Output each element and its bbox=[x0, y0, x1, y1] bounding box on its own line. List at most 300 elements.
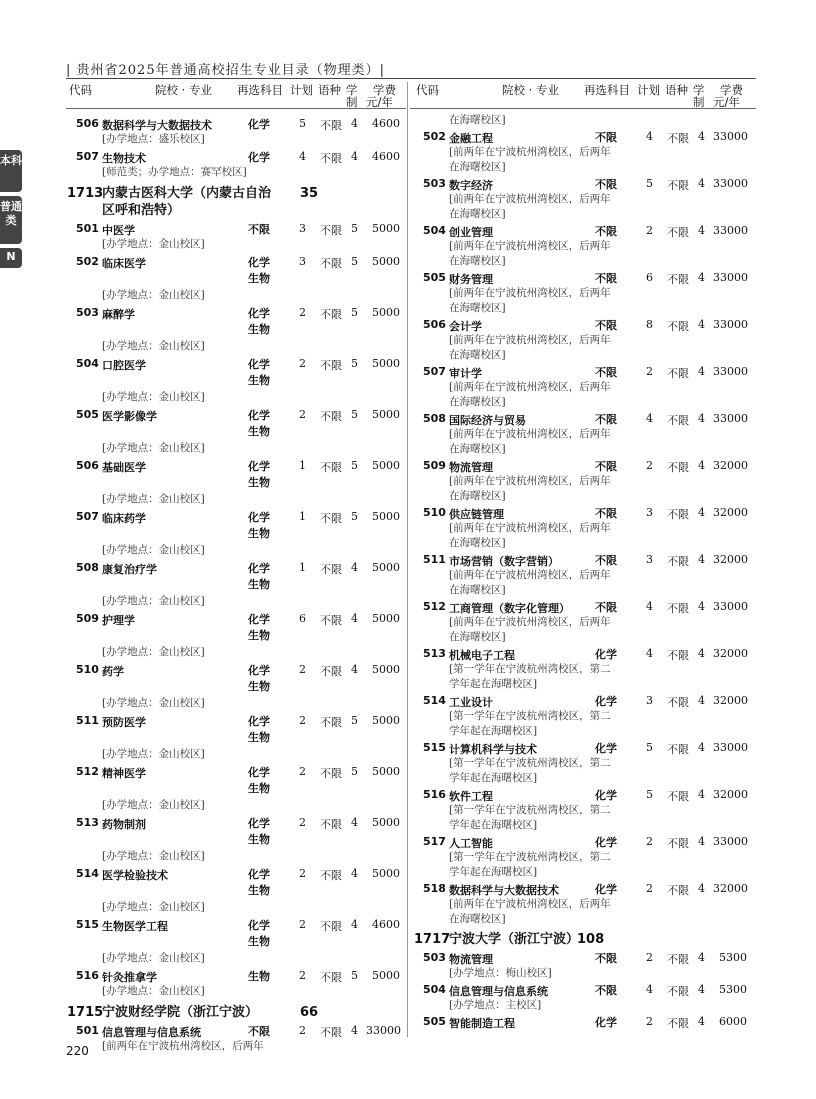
major-code: 514 bbox=[76, 867, 99, 880]
major-note: [办学地点：金山校区] bbox=[102, 595, 205, 607]
major-note: 学年起在海曙校区] bbox=[449, 678, 538, 690]
major-plan: 2 bbox=[646, 224, 653, 237]
major-note: 在海曙校区] bbox=[449, 349, 506, 361]
major-lang: 不限 bbox=[320, 716, 342, 729]
column-header-subjects: 再选科目 bbox=[584, 83, 630, 97]
major-lang: 不限 bbox=[667, 179, 689, 192]
major-plan: 2 bbox=[299, 714, 306, 727]
major-fee: 32000 bbox=[713, 882, 748, 895]
major-subject: 化学 bbox=[248, 766, 270, 779]
major-fee: 5000 bbox=[372, 663, 400, 676]
major-code: 512 bbox=[76, 765, 99, 778]
major-plan: 4 bbox=[646, 600, 653, 613]
major-note: [前两年在宁波杭州湾校区，后两年 bbox=[449, 193, 611, 205]
major-code: 511 bbox=[423, 553, 446, 566]
major-subject: 不限 bbox=[595, 272, 617, 285]
major-subject: 化学 bbox=[595, 883, 617, 896]
major-name: 信息管理与信息系统 bbox=[102, 1026, 201, 1039]
major-subject: 化学 bbox=[248, 511, 270, 524]
major-note: [前两年在宁波杭州湾校区，后两年 bbox=[449, 287, 611, 299]
major-note: 在海曙校区] bbox=[449, 302, 506, 314]
column-header-years-2: 制 bbox=[693, 95, 705, 109]
major-fee: 4600 bbox=[372, 918, 400, 931]
major-years: 4 bbox=[351, 561, 358, 574]
major-plan: 2 bbox=[299, 357, 306, 370]
major-note: 在海曙校区] bbox=[449, 537, 506, 549]
major-years: 4 bbox=[698, 694, 705, 707]
major-name: 审计学 bbox=[449, 367, 482, 380]
major-note: [办学地点：金山校区] bbox=[102, 901, 205, 913]
major-plan: 5 bbox=[299, 117, 306, 130]
major-code: 515 bbox=[76, 918, 99, 931]
major-subject: 化学 bbox=[248, 919, 270, 932]
major-lang: 不限 bbox=[320, 224, 342, 237]
major-note: 在海曙校区] bbox=[449, 490, 506, 502]
major-years: 4 bbox=[698, 983, 705, 996]
row-note: 在海曙校区] bbox=[449, 114, 506, 126]
major-subject-2: 生物 bbox=[248, 782, 270, 795]
major-fee: 33000 bbox=[713, 177, 748, 190]
major-subject: 化学 bbox=[595, 742, 617, 755]
column-header-code: 代码 bbox=[416, 83, 439, 97]
major-note: [办学地点：金山校区] bbox=[102, 697, 205, 709]
major-lang: 不限 bbox=[320, 410, 342, 423]
major-subject: 化学 bbox=[248, 817, 270, 830]
major-lang: 不限 bbox=[320, 1026, 342, 1039]
major-years: 4 bbox=[698, 459, 705, 472]
major-lang: 不限 bbox=[667, 132, 689, 145]
school-plan: 66 bbox=[300, 1005, 319, 1020]
major-plan: 3 bbox=[646, 506, 653, 519]
major-lang: 不限 bbox=[320, 461, 342, 474]
school-name: 宁波财经学院（浙江宁波） bbox=[102, 1005, 259, 1020]
major-lang: 不限 bbox=[320, 818, 342, 831]
major-subject: 化学 bbox=[248, 118, 270, 131]
major-plan: 8 bbox=[646, 318, 653, 331]
major-fee: 33000 bbox=[713, 600, 748, 613]
major-note: [第一学年在宁波杭州湾校区，第二 bbox=[449, 804, 611, 816]
column-header-fee: 学费 bbox=[720, 83, 743, 97]
major-code: 515 bbox=[423, 741, 446, 754]
major-code: 503 bbox=[423, 951, 446, 964]
major-subject: 不限 bbox=[595, 507, 617, 520]
column-header-school: 院校 · 专业 bbox=[502, 83, 559, 97]
major-code: 508 bbox=[76, 561, 99, 574]
major-fee: 5000 bbox=[372, 255, 400, 268]
major-name: 供应链管理 bbox=[449, 508, 504, 521]
header-rule bbox=[66, 78, 756, 79]
major-code: 511 bbox=[76, 714, 99, 727]
major-subject: 化学 bbox=[248, 409, 270, 422]
major-note: 学年起在海曙校区] bbox=[449, 725, 538, 737]
major-subject: 化学 bbox=[595, 648, 617, 661]
major-name: 口腔医学 bbox=[102, 359, 146, 372]
major-lang: 不限 bbox=[667, 790, 689, 803]
major-subject: 不限 bbox=[595, 178, 617, 191]
major-subject: 化学 bbox=[248, 151, 270, 164]
major-code: 503 bbox=[76, 306, 99, 319]
major-note: 学年起在海曙校区] bbox=[449, 819, 538, 831]
major-name: 预防医学 bbox=[102, 716, 146, 729]
major-name: 市场营销（数字营销） bbox=[449, 555, 559, 568]
major-years: 4 bbox=[351, 816, 358, 829]
major-fee: 5300 bbox=[719, 983, 747, 996]
major-plan: 2 bbox=[646, 1015, 653, 1028]
major-years: 5 bbox=[351, 459, 358, 472]
major-note: 在海曙校区] bbox=[449, 208, 506, 220]
major-subject: 不限 bbox=[248, 1025, 270, 1038]
major-lang: 不限 bbox=[320, 257, 342, 270]
major-years: 4 bbox=[698, 741, 705, 754]
major-plan: 1 bbox=[299, 510, 306, 523]
major-subject: 化学 bbox=[248, 562, 270, 575]
major-code: 516 bbox=[423, 788, 446, 801]
major-note: 学年起在海曙校区] bbox=[449, 866, 538, 878]
major-plan: 1 bbox=[299, 459, 306, 472]
major-name: 物流管理 bbox=[449, 953, 493, 966]
major-subject-2: 生物 bbox=[248, 680, 270, 693]
major-lang: 不限 bbox=[667, 837, 689, 850]
major-note: [第一学年在宁波杭州湾校区，第二 bbox=[449, 757, 611, 769]
major-note: [前两年在宁波杭州湾校区，后两年 bbox=[449, 475, 611, 487]
major-lang: 不限 bbox=[320, 359, 342, 372]
major-fee: 33000 bbox=[366, 1024, 401, 1037]
major-lang: 不限 bbox=[320, 308, 342, 321]
major-plan: 2 bbox=[299, 765, 306, 778]
major-note: 在海曙校区] bbox=[449, 584, 506, 596]
major-plan: 3 bbox=[299, 222, 306, 235]
major-note: [前两年在宁波杭州湾校区，后两年 bbox=[102, 1040, 264, 1052]
major-subject-2: 生物 bbox=[248, 629, 270, 642]
column-header-fee: 学费 bbox=[373, 83, 396, 97]
major-note: [前两年在宁波杭州湾校区，后两年 bbox=[449, 522, 611, 534]
major-years: 4 bbox=[698, 271, 705, 284]
major-subject: 化学 bbox=[248, 664, 270, 677]
major-subject-2: 生物 bbox=[248, 527, 270, 540]
major-name: 临床医学 bbox=[102, 257, 146, 270]
major-code: 504 bbox=[423, 983, 446, 996]
major-name: 机械电子工程 bbox=[449, 649, 515, 662]
major-lang: 不限 bbox=[667, 508, 689, 521]
column-header-fee-2: 元/年 bbox=[366, 95, 393, 109]
major-name: 康复治疗学 bbox=[102, 563, 157, 576]
school-name: 内蒙古医科大学（内蒙古自治 bbox=[102, 186, 272, 201]
major-subject: 化学 bbox=[595, 789, 617, 802]
major-years: 5 bbox=[351, 510, 358, 523]
major-subject: 不限 bbox=[595, 601, 617, 614]
major-lang: 不限 bbox=[320, 971, 342, 984]
major-subject-2: 生物 bbox=[248, 833, 270, 846]
major-lang: 不限 bbox=[320, 869, 342, 882]
major-name: 数据科学与大数据技术 bbox=[449, 884, 559, 897]
side-tab-letter: N bbox=[0, 248, 22, 268]
major-years: 5 bbox=[351, 408, 358, 421]
major-note: [第一学年在宁波杭州湾校区，第二 bbox=[449, 663, 611, 675]
major-years: 4 bbox=[698, 788, 705, 801]
major-code: 507 bbox=[76, 150, 99, 163]
major-code: 505 bbox=[423, 271, 446, 284]
major-note: [前两年在宁波杭州湾校区，后两年 bbox=[449, 334, 611, 346]
school-plan: 108 bbox=[577, 932, 605, 947]
major-note: [办学地点：金山校区] bbox=[102, 340, 205, 352]
major-name: 精神医学 bbox=[102, 767, 146, 780]
column-header-plan: 计划 bbox=[637, 83, 660, 97]
major-code: 509 bbox=[423, 459, 446, 472]
major-plan: 2 bbox=[299, 969, 306, 982]
major-name: 软件工程 bbox=[449, 790, 493, 803]
major-fee: 32000 bbox=[713, 459, 748, 472]
major-lang: 不限 bbox=[667, 696, 689, 709]
major-note: [师范类；办学地点：赛罕校区] bbox=[102, 166, 247, 178]
major-fee: 5000 bbox=[372, 459, 400, 472]
major-code: 506 bbox=[76, 459, 99, 472]
major-lang: 不限 bbox=[667, 273, 689, 286]
major-lang: 不限 bbox=[667, 985, 689, 998]
major-name: 药学 bbox=[102, 665, 124, 678]
major-plan: 1 bbox=[299, 561, 306, 574]
major-code: 510 bbox=[423, 506, 446, 519]
major-lang: 不限 bbox=[320, 614, 342, 627]
major-plan: 5 bbox=[646, 177, 653, 190]
major-code: 505 bbox=[423, 1015, 446, 1028]
major-code: 502 bbox=[76, 255, 99, 268]
major-fee: 33000 bbox=[713, 318, 748, 331]
major-code: 508 bbox=[423, 412, 446, 425]
major-note: [前两年在宁波杭州湾校区，后两年 bbox=[449, 428, 611, 440]
column-header-plan: 计划 bbox=[290, 83, 313, 97]
major-note: [办学地点：梅山校区] bbox=[449, 967, 552, 979]
major-plan: 4 bbox=[646, 647, 653, 660]
major-name: 创业管理 bbox=[449, 226, 493, 239]
major-lang: 不限 bbox=[320, 512, 342, 525]
major-years: 4 bbox=[351, 867, 358, 880]
major-subject: 化学 bbox=[248, 358, 270, 371]
major-subject: 不限 bbox=[595, 366, 617, 379]
major-plan: 2 bbox=[646, 951, 653, 964]
major-code: 506 bbox=[423, 318, 446, 331]
major-plan: 2 bbox=[299, 306, 306, 319]
major-subject: 化学 bbox=[248, 613, 270, 626]
major-note: [办学地点：金山校区] bbox=[102, 985, 205, 997]
major-subject: 不限 bbox=[248, 223, 270, 236]
major-years: 5 bbox=[351, 306, 358, 319]
major-fee: 32000 bbox=[713, 788, 748, 801]
major-note: [办学地点：金山校区] bbox=[102, 748, 205, 760]
major-fee: 5000 bbox=[372, 765, 400, 778]
major-note: [前两年在宁波杭州湾校区，后两年 bbox=[449, 146, 611, 158]
major-code: 504 bbox=[423, 224, 446, 237]
major-lang: 不限 bbox=[667, 602, 689, 615]
major-subject-2: 生物 bbox=[248, 323, 270, 336]
major-fee: 5000 bbox=[372, 222, 400, 235]
major-code: 509 bbox=[76, 612, 99, 625]
major-subject: 化学 bbox=[595, 1016, 617, 1029]
major-name: 物流管理 bbox=[449, 461, 493, 474]
major-years: 4 bbox=[351, 150, 358, 163]
major-lang: 不限 bbox=[667, 1017, 689, 1030]
major-lang: 不限 bbox=[320, 152, 342, 165]
major-years: 4 bbox=[698, 318, 705, 331]
school-code: 1713 bbox=[67, 186, 104, 201]
major-code: 504 bbox=[76, 357, 99, 370]
major-code: 503 bbox=[423, 177, 446, 190]
major-years: 4 bbox=[698, 882, 705, 895]
major-fee: 5000 bbox=[372, 969, 400, 982]
major-note: [办学地点：盛乐校区] bbox=[102, 133, 205, 145]
major-note: [办学地点：金山校区] bbox=[102, 544, 205, 556]
major-fee: 5000 bbox=[372, 561, 400, 574]
major-note: 在海曙校区] bbox=[449, 913, 506, 925]
side-tab-undergrad: 本科 bbox=[0, 150, 22, 192]
major-lang: 不限 bbox=[320, 119, 342, 132]
major-plan: 2 bbox=[299, 918, 306, 931]
major-note: [办学地点：金山校区] bbox=[102, 646, 205, 658]
major-code: 513 bbox=[76, 816, 99, 829]
major-note: [第一学年在宁波杭州湾校区，第二 bbox=[449, 851, 611, 863]
major-name: 人工智能 bbox=[449, 837, 493, 850]
major-subject: 化学 bbox=[595, 836, 617, 849]
major-years: 4 bbox=[698, 553, 705, 566]
major-subject: 不限 bbox=[595, 225, 617, 238]
major-lang: 不限 bbox=[667, 367, 689, 380]
major-note: [办学地点：金山校区] bbox=[102, 289, 205, 301]
major-years: 4 bbox=[698, 506, 705, 519]
major-fee: 5000 bbox=[372, 306, 400, 319]
major-plan: 2 bbox=[299, 663, 306, 676]
major-name: 数据科学与大数据技术 bbox=[102, 119, 212, 132]
major-code: 517 bbox=[423, 835, 446, 848]
major-plan: 3 bbox=[646, 694, 653, 707]
major-name: 计算机科学与技术 bbox=[449, 743, 537, 756]
major-years: 4 bbox=[351, 117, 358, 130]
major-fee: 33000 bbox=[713, 224, 748, 237]
major-lang: 不限 bbox=[667, 953, 689, 966]
major-fee: 4600 bbox=[372, 117, 400, 130]
major-note: 在海曙校区] bbox=[449, 631, 506, 643]
major-fee: 33000 bbox=[713, 130, 748, 143]
major-code: 502 bbox=[423, 130, 446, 143]
school-code: 1717 bbox=[414, 932, 451, 947]
major-subject-2: 生物 bbox=[248, 425, 270, 438]
major-name: 工商管理（数字化管理） bbox=[449, 602, 570, 615]
major-lang: 不限 bbox=[667, 649, 689, 662]
major-plan: 4 bbox=[646, 983, 653, 996]
major-subject: 不限 bbox=[595, 131, 617, 144]
major-fee: 5000 bbox=[372, 357, 400, 370]
major-note: [前两年在宁波杭州湾校区，后两年 bbox=[449, 240, 611, 252]
major-subject: 化学 bbox=[248, 256, 270, 269]
major-lang: 不限 bbox=[667, 226, 689, 239]
major-note: [办学地点：金山校区] bbox=[102, 391, 205, 403]
major-plan: 2 bbox=[299, 816, 306, 829]
major-fee: 33000 bbox=[713, 741, 748, 754]
major-subject-2: 生物 bbox=[248, 578, 270, 591]
major-name: 国际经济与贸易 bbox=[449, 414, 526, 427]
major-subject: 化学 bbox=[248, 715, 270, 728]
major-note: [第一学年在宁波杭州湾校区，第二 bbox=[449, 710, 611, 722]
major-years: 4 bbox=[698, 951, 705, 964]
major-plan: 2 bbox=[646, 365, 653, 378]
major-code: 501 bbox=[76, 222, 99, 235]
major-note: [前两年在宁波杭州湾校区，后两年 bbox=[449, 569, 611, 581]
major-subject: 不限 bbox=[595, 952, 617, 965]
column-header-fee-2: 元/年 bbox=[713, 95, 740, 109]
major-name: 金融工程 bbox=[449, 132, 493, 145]
major-subject-2: 生物 bbox=[248, 884, 270, 897]
column-header-school: 院校 · 专业 bbox=[155, 83, 212, 97]
major-years: 5 bbox=[351, 714, 358, 727]
major-code: 516 bbox=[76, 969, 99, 982]
major-years: 5 bbox=[351, 222, 358, 235]
major-plan: 2 bbox=[299, 867, 306, 880]
major-code: 501 bbox=[76, 1024, 99, 1037]
major-code: 510 bbox=[76, 663, 99, 676]
major-fee: 5000 bbox=[372, 612, 400, 625]
column-divider bbox=[407, 82, 408, 1037]
school-code: 1715 bbox=[67, 1005, 104, 1020]
school-name: 宁波大学（浙江宁波） bbox=[449, 932, 580, 947]
major-code: 507 bbox=[423, 365, 446, 378]
column-header-years: 学 bbox=[346, 83, 358, 97]
major-fee: 32000 bbox=[713, 647, 748, 660]
major-lang: 不限 bbox=[667, 320, 689, 333]
major-name: 药物制剂 bbox=[102, 818, 146, 831]
major-name: 工业设计 bbox=[449, 696, 493, 709]
major-fee: 33000 bbox=[713, 365, 748, 378]
major-lang: 不限 bbox=[667, 461, 689, 474]
major-subject-2: 生物 bbox=[248, 476, 270, 489]
major-plan: 6 bbox=[299, 612, 306, 625]
major-fee: 5300 bbox=[719, 951, 747, 964]
major-plan: 4 bbox=[646, 412, 653, 425]
major-note: 学年起在海曙校区] bbox=[449, 772, 538, 784]
major-plan: 5 bbox=[646, 741, 653, 754]
major-lang: 不限 bbox=[667, 414, 689, 427]
major-subject: 不限 bbox=[595, 319, 617, 332]
major-subject-2: 生物 bbox=[248, 374, 270, 387]
major-note: [前两年在宁波杭州湾校区，后两年 bbox=[449, 898, 611, 910]
major-lang: 不限 bbox=[667, 884, 689, 897]
major-name: 医学影像学 bbox=[102, 410, 157, 423]
major-fee: 5000 bbox=[372, 510, 400, 523]
major-fee: 5000 bbox=[372, 816, 400, 829]
school-name-cont: 区呼和浩特） bbox=[102, 203, 181, 218]
major-name: 生物技术 bbox=[102, 152, 146, 165]
major-years: 4 bbox=[698, 600, 705, 613]
major-fee: 33000 bbox=[713, 835, 748, 848]
column-rule-left bbox=[66, 108, 406, 109]
major-years: 4 bbox=[698, 1015, 705, 1028]
major-name: 针灸推拿学 bbox=[102, 971, 157, 984]
major-years: 4 bbox=[351, 612, 358, 625]
major-fee: 5000 bbox=[372, 408, 400, 421]
major-years: 4 bbox=[698, 647, 705, 660]
major-note: [办学地点：金山校区] bbox=[102, 493, 205, 505]
major-plan: 2 bbox=[299, 408, 306, 421]
major-note: 在海曙校区] bbox=[449, 443, 506, 455]
major-plan: 5 bbox=[646, 788, 653, 801]
major-years: 5 bbox=[351, 357, 358, 370]
major-subject: 化学 bbox=[248, 307, 270, 320]
major-plan: 2 bbox=[646, 835, 653, 848]
major-years: 4 bbox=[698, 130, 705, 143]
major-plan: 4 bbox=[299, 150, 306, 163]
column-header-code: 代码 bbox=[69, 83, 92, 97]
major-subject-2: 生物 bbox=[248, 731, 270, 744]
major-plan: 3 bbox=[299, 255, 306, 268]
major-code: 506 bbox=[76, 117, 99, 130]
major-name: 临床药学 bbox=[102, 512, 146, 525]
